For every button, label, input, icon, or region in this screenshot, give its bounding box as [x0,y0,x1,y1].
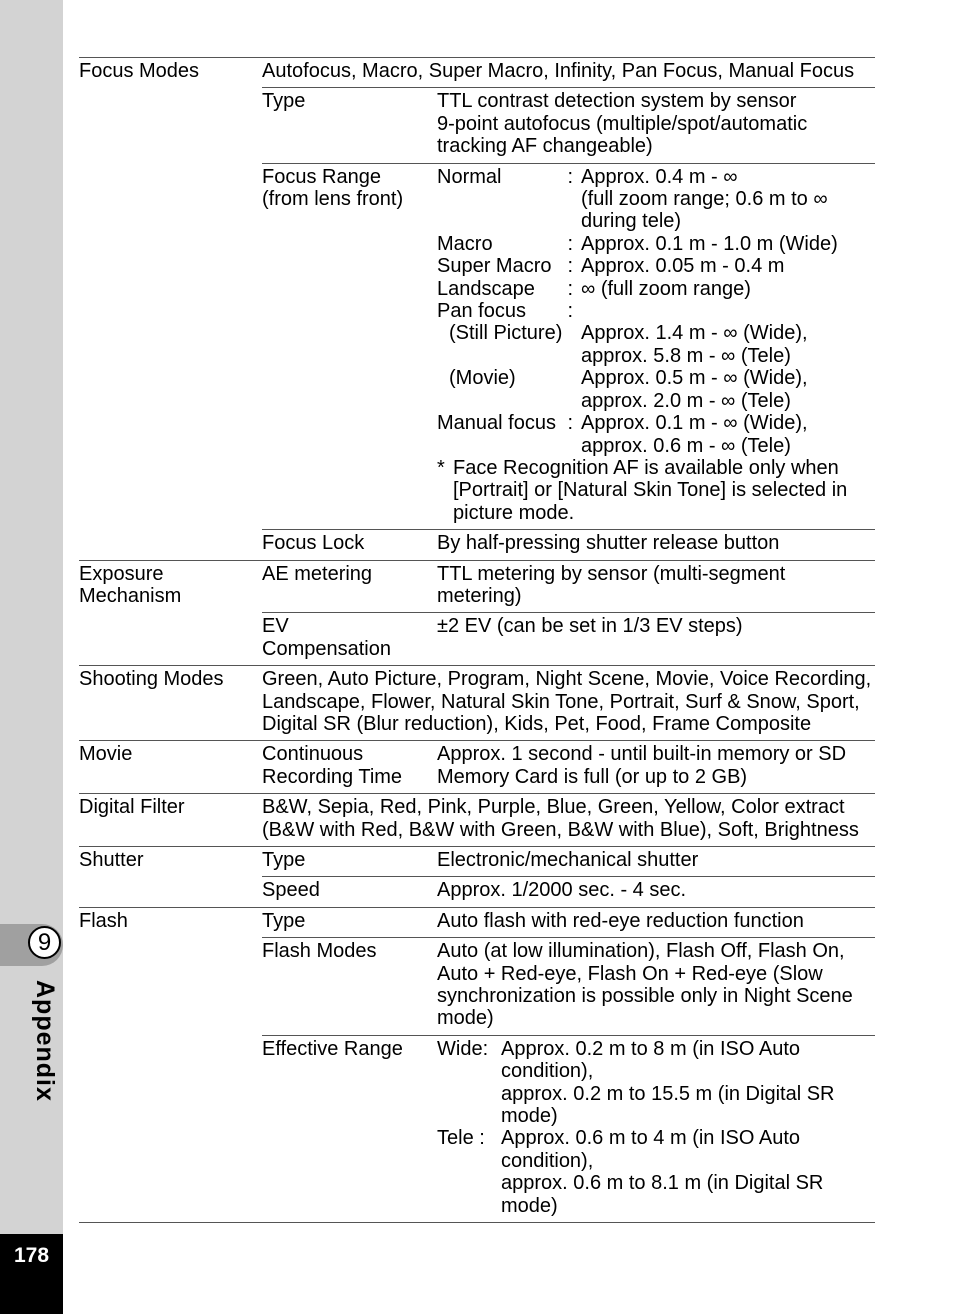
spec-subs [262,847,875,907]
spec-label: Shutter [79,849,144,871]
flash-effective-range [262,1036,875,1222]
spec-table [79,57,875,1223]
range-value: Approx. 0.1 m - ∞ (Wide), approx. 0.6 m - ∞ (Tele) [581,412,808,457]
spec-subs [262,666,875,740]
flash-modes [262,938,875,1036]
spec-label: Flash [79,909,128,932]
sub-label: Speed [262,879,320,902]
spec-row-flash [79,908,875,1223]
range-item [437,322,875,367]
range-key: Macro : [437,232,573,255]
sub-label: Focus Lock [262,532,365,555]
page-number: 178 [13,1244,50,1267]
range-item [437,1038,875,1128]
spec-row-shutter [79,847,875,908]
range-item [437,166,875,233]
spec-row-shooting [79,666,875,741]
sub-value: ±2 EV (can be set in 1/3 EV steps) [437,615,743,638]
flash-type [262,908,875,938]
sub-value: Approx. 1/2000 sec. - 4 sec. [437,879,687,902]
chapter-label: Appendix [31,980,59,1102]
spec-label: Focus Modes [79,60,200,82]
filter-list: B&W, Sepia, Red, Pink, Purple, Blue, Green, Yellow, Color extract (B&W with Red, B&W with Green, B&W with Blue), Soft, Brightness [262,796,859,841]
focus-lock [262,530,875,559]
shooting-modes: Green, Auto Picture, Program, Night Scene, Movie, Voice Recording, Landscape, Flower, Natural Skin Tone, Portrait, Surf & Snow, Sport, Digital SR (Blur reduction), Kids, Pet, Food, Frame Composite [262,668,872,735]
range-key: Manual focus : [437,412,573,435]
sidebar [0,0,63,1314]
sub-value: Auto (at low illumination), Flash Off, Flash On, Auto + Red-eye, Flash On + Red-eye (Slow synchronization is possible only in Night Scene mode) [437,940,853,1030]
footnote-text: Face Recognition AF is available only when [Portrait] or [Natural Skin Tone] is selected in picture mode. [453,456,848,524]
ae-metering [262,561,875,614]
range-item [437,278,875,300]
shutter-type [262,847,875,877]
range-key: Super Macro : [437,255,573,278]
sub-label: Continuous Recording Time [262,743,403,788]
ev-compensation [262,613,875,665]
spec-subs [262,741,875,793]
range-key: Tele : [437,1127,485,1150]
spec-subs [262,58,875,560]
sub-value [437,166,875,525]
sub-value: Approx. 1 second - until built-in memory or SD Memory Card is full (or up to 2 GB) [437,743,847,788]
range-item [437,255,875,277]
sub-value: By half-pressing shutter release button [437,532,780,555]
range-item [437,412,875,457]
spec-row-movie [79,741,875,794]
text-line: (from lens front) [262,188,404,211]
sub-value: TTL metering by sensor (multi-segment metering) [437,562,786,607]
sub-value [437,90,875,157]
range-value: Approx. 0.2 m to 8 m (in ISO Auto condition), approx. 0.2 m to 15.5 m (in Digital SR mode) [501,1037,835,1128]
sub-label: AE metering [262,562,373,585]
footnote [437,457,875,524]
sub-value: Electronic/mechanical shutter [437,849,699,871]
range-value: Approx. 0.6 m to 4 m (in ISO Auto condition), approx. 0.6 m to 8.1 m (in Digital SR mode) [501,1127,824,1217]
range-key: (Movie) [449,367,516,390]
spec-label: Exposure Mechanism [79,562,182,607]
focus-type [262,88,875,163]
focus-range [262,164,875,531]
range-value: ∞ (full zoom range) [581,277,751,300]
sub-label: Type [262,90,306,113]
range-key: Wide: [437,1037,489,1060]
text-line: 9-point autofocus (multiple/spot/automatic [437,112,808,135]
sub-label: EV Compensation [262,615,391,660]
focus-modes: Autofocus, Macro, Super Macro, Infinity, Pan Focus, Manual Focus [262,58,875,88]
spec-subs [262,561,875,666]
sub-label: Flash Modes [262,940,377,963]
spec-label: Digital Filter [79,796,185,819]
shutter-speed [262,877,875,906]
range-value: Approx. 0.1 m - 1.0 m (Wide) [581,232,838,255]
range-key: Pan focus : [437,300,573,323]
spec-label: Shooting Modes [79,668,224,691]
sub-label [262,166,437,525]
spec-subs [262,794,875,846]
range-value [581,300,875,322]
sub-value: Auto flash with red-eye reduction function [437,909,804,932]
range-value: Approx. 0.5 m - ∞ (Wide), approx. 2.0 m - ∞ (Tele) [581,367,808,412]
spec-row-focus [79,58,875,561]
sub-label: Effective Range [262,1037,403,1060]
text-line: tracking AF changeable) [437,135,653,158]
spec-row-exposure [79,561,875,667]
spec-label: Movie [79,743,133,766]
range-item [437,1127,875,1217]
movie-recording-time [262,741,875,793]
text-line: Focus Range [262,165,381,188]
range-item [437,300,875,322]
range-item [437,367,875,412]
chapter-number: 9 [28,926,61,959]
range-key: Normal : [437,165,573,188]
text-line: TTL contrast detection system by sensor [437,90,797,113]
sub-value [437,1038,875,1217]
spec-subs [262,908,875,1222]
range-key: Landscape : [437,277,573,300]
sub-label: Type [262,849,306,871]
range-item [437,233,875,255]
sub-label: Type [262,909,306,932]
spec-row-filter [79,794,875,847]
range-value: Approx. 1.4 m - ∞ (Wide), approx. 5.8 m - ∞ (Tele) [581,322,808,367]
footnote-mark: * [437,456,445,479]
range-value: Approx. 0.4 m - ∞ (full zoom range; 0.6 m to ∞ during tele) [581,165,828,233]
range-key: (Still Picture) [449,322,563,345]
range-value: Approx. 0.05 m - 0.4 m [581,255,785,278]
